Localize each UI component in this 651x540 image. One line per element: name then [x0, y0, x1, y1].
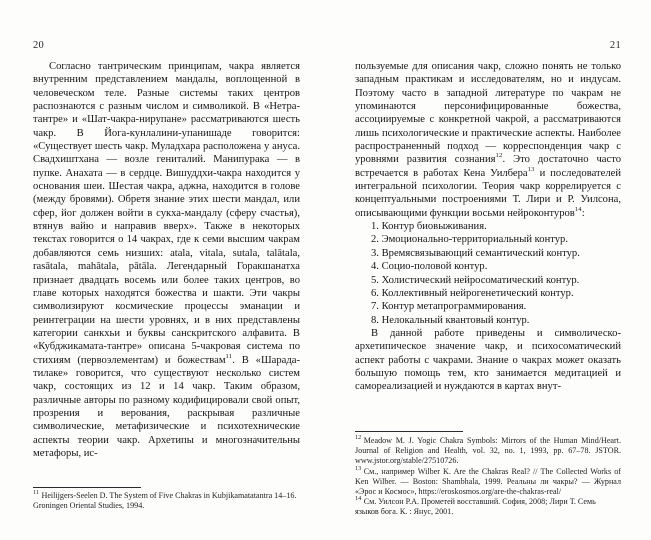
list-item: 8. Нелокальный квантовый контур.	[371, 314, 530, 326]
paragraph-chakra-systems	[33, 60, 300, 460]
list-item: 1. Контур биовыживания.	[371, 221, 487, 233]
list-item: 7. Контур метапрограммирования.	[371, 301, 527, 313]
footnote-text: Meadow M. J. Yogic Chakra Symbols: Mirrors of the Human Mind/Heart. Journal of Religion and Health, vol. 32, no. 1, 1993, pp. 67–78. JSTOR. www.jstor.org/stable/27510726.	[355, 435, 621, 465]
paragraph-text-part3: и последователей интегральной психологии. Теория чакр коррелируется с концептуальными построениями Т. Лири и Р. Уилсона, описывающими функции восьми нейроконтуров	[355, 167, 621, 219]
page-number-left: 20	[33, 40, 45, 51]
list-item: 3. Времясвязывающий семантический контур.	[371, 247, 580, 259]
paragraph-text-continued: . В «Шарада-тилаке» говорится, что существуют несколько систем чакр, состоящих из 12 и 14 чакр. Таким образом, различные авторы по разному кодифицировали свой опыт, прозрения и верования, раскрывая различные символические, метафизические и психотехнические аспекты теории чакр. Архетипы и многозначительны метафоры, ис-	[33, 354, 300, 459]
footnote-item	[33, 491, 300, 511]
paragraph-text-part4: :	[581, 207, 585, 219]
footnote-number: 14	[355, 495, 362, 503]
footnote-separator-rule	[33, 487, 141, 488]
footnote-number: 13	[355, 464, 362, 472]
footnote-item	[355, 433, 621, 466]
footnote-number: 12	[355, 433, 362, 441]
list-item: 2. Эмоционально-территориальный контур.	[371, 234, 568, 246]
footnote-marker-12[interactable]: 12	[495, 152, 503, 160]
list-item: 6. Коллективный нейрогенетический контур.	[371, 287, 574, 299]
footnote-item	[355, 464, 621, 497]
footnote-item	[355, 497, 621, 517]
paragraph-text: Согласно тантрическим принципам, чакра является внутренним представлением мандалы, воплощенной в человеческом теле. Разные системы таких центров распознаются с разным числом и символикой. В «Нетра-тантре» и «Шат-чакра-нирупане» рассматриваются шесть чакр. В Йога-кунлалини-упанишаде говорится: «Существует шесть чакр. Муладхара расположена у ануса. Свадхиштхана — возле гениталий. Манипурака — в пупке. Анахата — в сердце. Вишуддхи-чакра находится у основания шеи. Шестая чакра, аджна, находится в голове (между бровями). Обретя знание этих шести мандал, или сфер, йог должен войти в сукха-мандалу (сферу счастья), втянув вайю и направив вверх». Также в некоторых текстах говорится о 14 чакрах, где к семи высшим чакрам добавляются семь низших: atala, vitala, sutala, talātala, rasātala, mahātala, pātāla. Легендарный Горакшанатха признает двадцать восемь или более таких центров, во главе которых находятся божества и шакти. Эти чакры символизируют космические процессы эманации и реинтеграции на шести уровнях, и в них представлены категории санкхьи и буквы санскритского алфавита. В «Кубджикамата-тантре» описана 5-чакровая система по стихиям (первоэлементам) и божествам	[33, 61, 300, 366]
footnotes-right	[326, 431, 651, 518]
neuro-circuits-list	[355, 220, 621, 327]
body-column-left	[33, 60, 300, 460]
list-item: 4. Социо-половой контур.	[371, 261, 488, 273]
footnote-marker-11[interactable]: 11	[225, 352, 233, 360]
page-number-right: 21	[609, 40, 621, 51]
paragraph-western-approach	[355, 60, 621, 220]
footnote-text: См., например Wilber K. Are the Chakras Real? // The Collected Works of Ken Wilber. — Boston: Shambhala, 1999. Реальны ли чакры? — Журнал «Эрос и Космос», https://eroskosmos.org/are-the-chakras-real/	[355, 466, 621, 496]
footnote-marker-13[interactable]: 13	[527, 165, 535, 173]
paragraph-text-part2: . Это достаточно часто встречается в работах Кена Уилбера	[355, 154, 621, 179]
paragraph-closing: В данной работе приведены и символическо-архетипическое значение чакр, и психосоматический аспект работы с чакрами. Знание о чакрах может оказать большую помощь тем, кто занимается медитацией и самореализацией и нуждаются в картах внут-	[355, 327, 621, 393]
body-column-right	[355, 60, 621, 394]
footnote-separator-rule	[355, 431, 463, 432]
footnotes-left	[0, 487, 326, 512]
footnote-text: См. Уилсон Р.А. Прометей восставший. София, 2008; Лири Т. Семь языков бога. К. : Янус, 2001.	[355, 497, 596, 517]
paragraph-text: пользуемые для описания чакр, сложно понять не только западным практикам и исследователям, но и индусам. Поэтому часто в западной литературе по чакрам не упоминаются персонифицированные божества, ассоциируемые с конкретной чакрой, а рассматриваются лишь психологические и практические аспекты. Наиболее распространенный подход — корреспонденция чакр с уровнями развития сознания	[355, 61, 621, 166]
page-right	[326, 0, 651, 540]
list-item: 5. Холистический нейросоматический контур.	[371, 274, 580, 286]
footnote-marker-14[interactable]: 14	[574, 205, 582, 213]
footnote-text: Heilijgers-Seelen D. The System of Five Chakras in Kubjikamatatantra 14–16. Groningen Oriental Studies, 1994.	[33, 491, 297, 511]
footnote-number: 11	[33, 489, 39, 497]
